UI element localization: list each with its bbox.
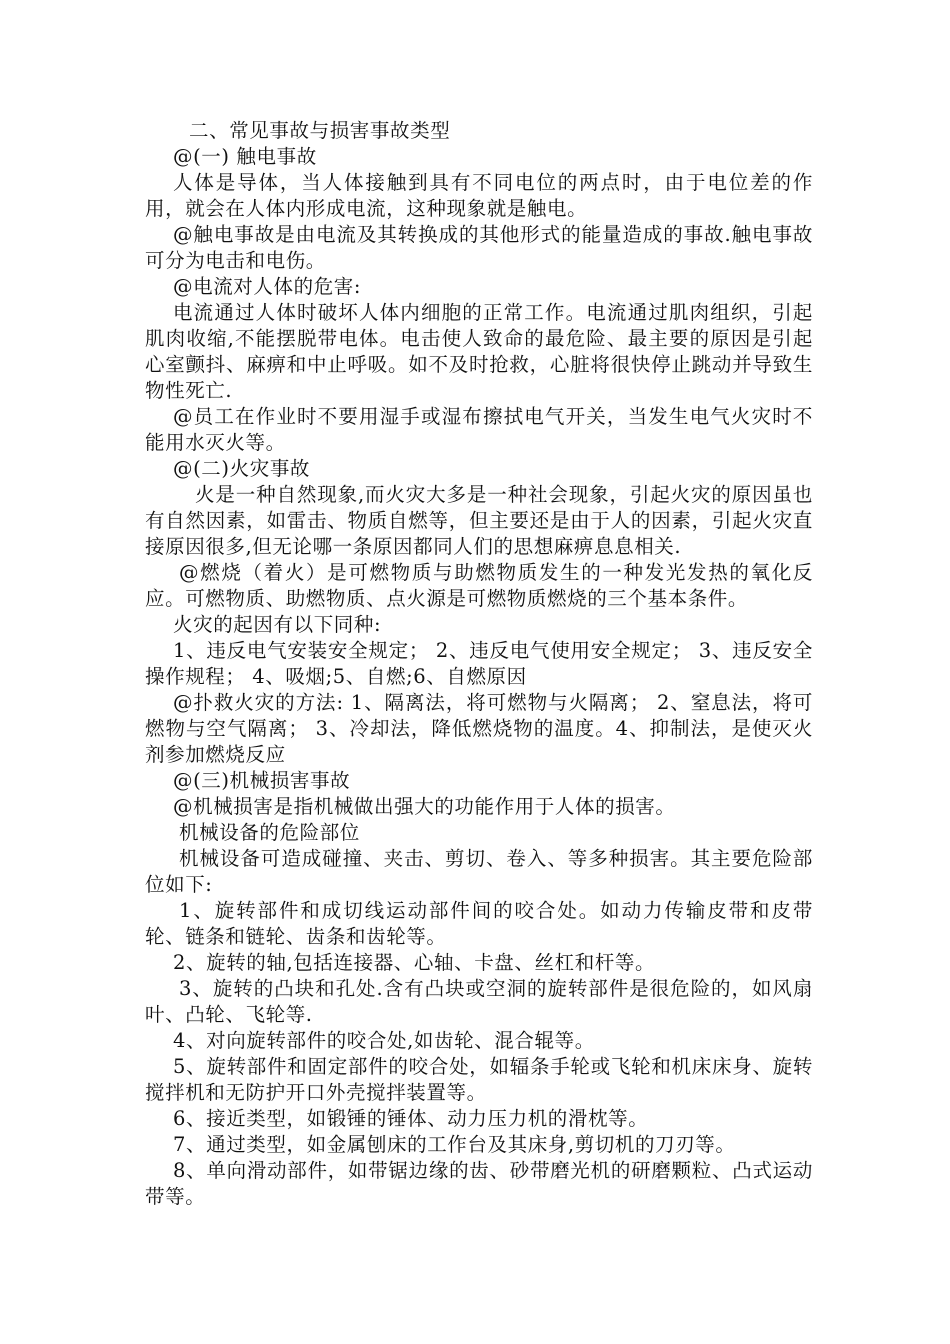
paragraph: @燃烧（着火）是可燃物质与助燃物质发生的一种发光发热的氧化反应。可燃物质、助燃物质、点火源是可燃物质燃烧的三个基本条件。 [145, 561, 813, 610]
list-item: 7、通过类型，如金属刨床的工作台及其床身,剪切机的刀刃等。 [173, 1133, 736, 1156]
paragraph-title: @电流对人体的危害: [173, 275, 362, 298]
subsection-title-electric: @(一) 触电事故 [173, 145, 317, 168]
paragraph: @员工在作业时不要用湿手或湿布擦拭电气开关，当发生电气火灾时不能用水灭火等。 [145, 405, 813, 454]
section-heading: 二、常见事故与损害事故类型 [189, 119, 451, 142]
subsection-title-fire: @(二)火灾事故 [173, 457, 311, 480]
list-item: 6、接近类型，如锻锤的锤体、动力压力机的滑枕等。 [173, 1107, 649, 1130]
paragraph: 火灾的起因有以下同种: [173, 613, 382, 636]
list-item: 8、单向滑动部件，如带锯边缘的齿、砂带磨光机的研磨颗粒、凸式运动带等。 [145, 1159, 813, 1208]
paragraph: 火是一种自然现象,而火灾大多是一种社会现象，引起火灾的原因虽也有自然因素，如雷击、物质自燃等，但主要还是由于人的因素，引起火灾直接原因很多,但无论哪一条原因都同人们的思想麻痹息息相关. [145, 483, 813, 558]
document-body [145, 118, 813, 1210]
subsection-title-mechanical: @(三)机械损害事故 [173, 769, 351, 792]
list-item: 2、旋转的轴,包括连接器、心轴、卡盘、丝杠和杆等。 [173, 951, 656, 974]
paragraph: 机械设备可造成碰撞、夹击、剪切、卷入、等多种损害。其主要危险部位如下: [145, 847, 813, 896]
paragraph: 人体是导体，当人体接触到具有不同电位的两点时，由于电位差的作用，就会在人体内形成电流，这种现象就是触电。 [145, 171, 813, 220]
list-item: 1、旋转部件和成切线运动部件间的咬合处。如动力传输皮带和皮带轮、链条和链轮、齿条和齿轮等。 [145, 899, 813, 948]
list-item: 5、旋转部件和固定部件的咬合处，如辐条手轮或飞轮和机床床身、旋转搅拌机和无防护开口外壳搅拌装置等。 [145, 1055, 813, 1104]
paragraph-title: 机械设备的危险部位 [179, 821, 360, 844]
list-item: 4、对向旋转部件的咬合处,如齿轮、混合辊等。 [173, 1029, 595, 1052]
paragraph: @扑救火灾的方法: 1、隔离法，将可燃物与火隔离； 2、窒息法，将可燃物与空气隔离； 3、冷却法，降低燃烧物的温度。4、抑制法，是使灭火剂参加燃烧反应 [145, 691, 813, 766]
paragraph: @触电事故是由电流及其转换成的其他形式的能量造成的事故.触电事故可分为电击和电伤。 [145, 223, 813, 272]
paragraph: @机械损害是指机械做出强大的功能作用于人体的损害。 [173, 795, 676, 818]
paragraph: 1、违反电气安装安全规定； 2、违反电气使用安全规定； 3、违反安全操作规程； 4、吸烟;5、自燃;6、自燃原因 [145, 639, 813, 688]
list-item: 3、旋转的凸块和孔处.含有凸块或空洞的旋转部件是很危险的，如风扇叶、凸轮、飞轮等. [145, 977, 813, 1026]
paragraph: 电流通过人体时破坏人体内细胞的正常工作。电流通过肌肉组织，引起肌肉收缩,不能摆脱带电体。电击使人致命的最危险、最主要的原因是引起心室颤抖、麻痹和中止呼吸。如不及时抢救，心脏将很快停止跳动并导致生物性死亡. [145, 301, 813, 402]
